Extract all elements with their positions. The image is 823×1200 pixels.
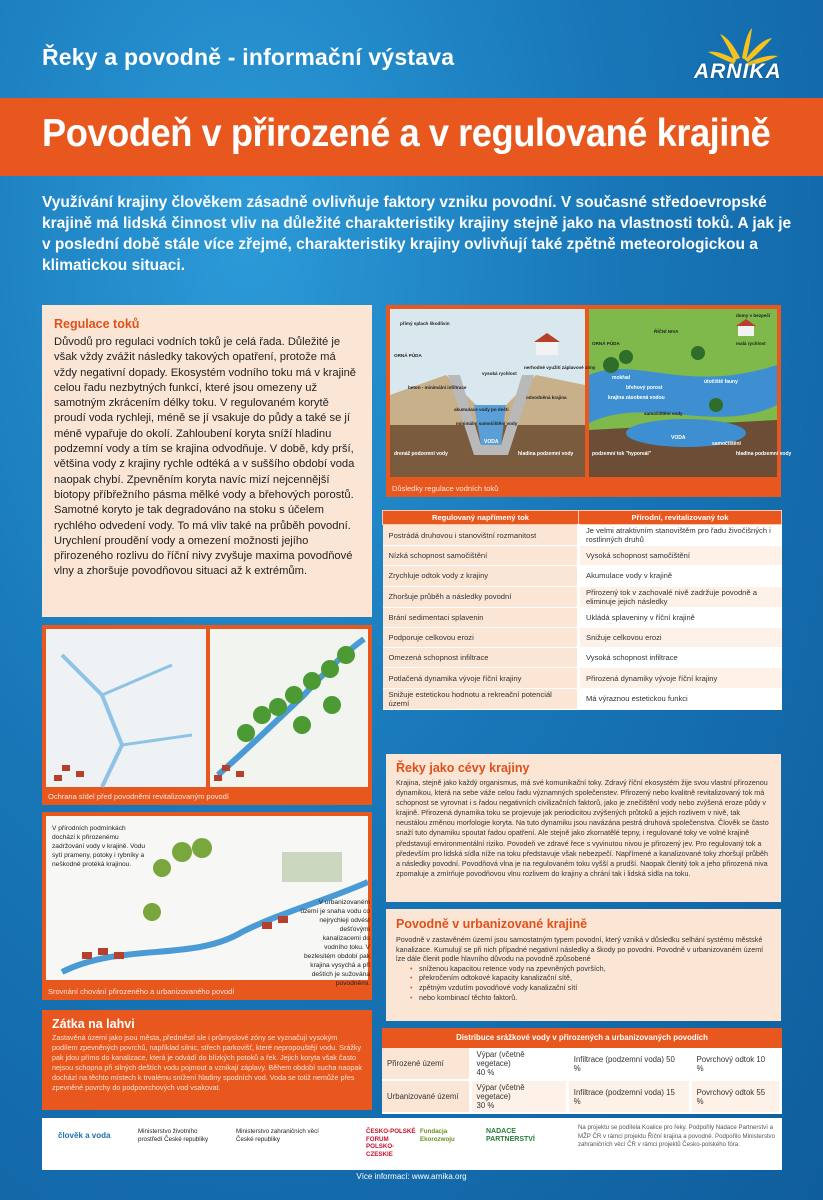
urban-floods-cause-list: [410, 964, 771, 1002]
fig1-label-mala-rychlost: malá rychlost: [736, 341, 766, 346]
fig1-label-voda-left: VODA: [484, 439, 499, 445]
logo-fundacja: Fundacja Ekorozwoju: [420, 1128, 455, 1143]
table-row: [383, 586, 782, 607]
logo-clovek-a-voda: člověk a voda: [58, 1131, 111, 1140]
evaporation-cell: [470, 1048, 567, 1080]
fig1-label-samocisteni: samočištění vody: [644, 411, 683, 416]
cell-regulated: Brání sedimentaci splavenin: [383, 607, 579, 627]
arnika-logo-text: ARNIKA: [694, 60, 782, 83]
cell-natural: Přirozený tok v zachovalé nivě zadržuje povodně a eliminuje jejich následky: [579, 586, 782, 607]
cell-regulated: Postrádá druhovou i stanovištní rozmanitost: [383, 525, 579, 546]
infiltration-cell: Infiltrace (podzemní voda) 50 %: [567, 1048, 690, 1080]
cell-regulated: Potlačená dynamika vývoje říční krajiny: [383, 668, 579, 688]
cell-natural: Akumulace vody v krajině: [579, 566, 782, 586]
table-row: [383, 627, 782, 647]
fig1-label-splach: přímý splach škodlivin: [400, 321, 450, 326]
cell-regulated: Omezená schopnost infiltrace: [383, 648, 579, 668]
figure-catchment-comparison: [42, 812, 372, 1000]
cell-natural: Snižuje celkovou erozi: [579, 627, 782, 647]
comparison-table-header: [383, 511, 782, 525]
figure-catchment-text-natural: V přírodních podmínkách dochází k přirozenému zadržování vody v krajině. Vodu sytí prameny, potoky i rybníky a neškodně protéká krajinou.: [52, 825, 146, 868]
fig1-label-hyporeal: podzemní tok "hyporeál": [592, 451, 652, 457]
table-row: [383, 648, 782, 668]
cell-regulated: Nízká schopnost samočištění: [383, 546, 579, 566]
table-row: [383, 546, 782, 566]
fig1-label-odvodnena: odvodněná krajina: [526, 395, 567, 400]
cell-regulated: Zhoršuje průběh a následky povodní: [383, 586, 579, 607]
fig1-label-drenaz: drenáž podzemní vody: [394, 451, 448, 457]
figure-settlement-protection: [42, 625, 372, 805]
regulation-illustration: [386, 305, 792, 497]
section-reky-cevy-title: Řeky jako cévy krajiny: [396, 761, 530, 775]
cell-natural: Je velmi atraktivním stanovištěm pro řadu živočišných i rostlinných druhů: [579, 525, 782, 546]
figure-settlement-caption: Ochrana sídel před povodněmi revitalizovaným povodí: [48, 792, 229, 801]
figure-regulation-consequences: [386, 305, 792, 497]
fig1-label-domy: domy v bezpečí: [736, 313, 771, 318]
evaporation-value: 40 %: [476, 1068, 495, 1077]
section-regulace-text: Důvodů pro regulaci vodních toků je celá řada. Důležité je však vždy zvážit následky takových opatření, protože má vždy negativní dopady. Ekosystém vodního toku má v krajině celou řadu nezbytných funkcí, které jsou omezeny už samotným zkrácením délky toku. V regulovaném korytě proudí voda rychleji, méně se jí vsakuje do půdy a také se jí méně vypařuje do okolí. Zahloubení koryta sníží hladinu podzemní vody a tím se krajina odvodňuje. V době, kdy prší, většina vody z krajiny rychle odtéká a v suššího období voda naopak chybí. Zpevněním koryta navíc mizí nejcennější biotopy příbřežního pásma mělké vody a břehových porostů. Samotné koryto je tak degradováno na stoku s účelem rychlého odvedení vody. To má vliv také na průběh povodní. Urychlení proudění vody a omezení možnosti jejího přirozeného rozlivu do říční nivy zvyšuje maxima povodňové vlny a zhoršuje povodňovou situaci až k extrémům.: [54, 336, 357, 578]
fig1-label-samocisteni-min: minimální samočištění vody: [456, 421, 518, 426]
fig1-label-orna-puda: ORNÁ PŮDA: [394, 353, 422, 358]
section-reky-cevy: [386, 754, 781, 902]
fig1-label-beton: beton - minimální infiltrace: [408, 385, 467, 390]
section-regulace: [42, 305, 372, 617]
fig1-label-zaplavova-zona: nerhodné využití záplavové zóny: [524, 365, 596, 370]
section-reky-cevy-text: Krajina, stejně jako každý organismus, má své komunikační toky. Zdravý říční ekosystém žije svou vlastní přirozenou dynamikou, která na sebe váže celou řadu významných společenstev. Přirozený nebo kvalitně revitalizovaný tok má schopnost se vyrovnat i s řadou negativních civilizačních faktorů, jako je znečištění vody nebo zvýšená eroze půdy v krajině. Přirozená dynamika toku se projevuje jak periodicitou zvýšených průtoků a jejich rozlivem v nivě, tak neustálou změnou morfologie koryta. Na tuto dynamiku jsou navázána pestrá druhová společenstva. Člověk se často snaží tuto dynamiku spoutat řadou opatření. Ale stejně jako zkornatělé tepny, i regulované toky ve volné krajině představují environmentální riziko. Povodeň ve zdravé řece s vyvinutou nivou je přirozený jev. Pro regulovaný tok a především pro lidská sídla níže na toku představuje však nebezpečí. Napřímené a kanalizované toky zhoršují průběh a následky povodní. Povodňová vlna je na regulovaném toku vyšší a prudší. Naopak členitý tok a jeho přirozená niva zpomaluje a zmírňuje povodňovou vlnu rozlivem do krajiny a chrání tak i lidská sídla na toku.: [396, 778, 769, 878]
cell-natural: Přirozená dynamiky vývoje říční krajiny: [579, 668, 782, 688]
table-row: [383, 566, 782, 586]
fig1-label-utociste: útočiště fauny: [704, 379, 738, 385]
area-type: Urbanizované území: [382, 1080, 470, 1113]
section-urban-floods-title: Povodně v urbanizované krajině: [396, 917, 588, 931]
title-banner: [0, 98, 823, 176]
evaporation-value: 30 %: [476, 1101, 495, 1110]
cell-natural: Vysoká schopnost infiltrace: [579, 648, 782, 668]
cell-regulated: Snižuje estetickou hodnotu a rekreační potenciál území: [383, 688, 579, 709]
fig1-label-hladina-left: hladina podzemní vody: [518, 451, 574, 457]
list-item: • nebo kombinací těchto faktorů.: [410, 993, 771, 1003]
fig1-label-hladina-right: hladina podzemní vody: [736, 451, 792, 457]
logo-cesko-polske-forum: ČESKO-POLSKÉ FORUM POLSKO-CZESKIE: [366, 1128, 416, 1158]
header-natural: Přírodní, revitalizovaný tok: [579, 511, 782, 525]
figure-catchment-caption: Srovnání chování přirozeného a urbanizovaného povodí: [48, 987, 235, 996]
table-row: [382, 1048, 781, 1080]
fig1-label-krajina-zasobena: krajina zásobená vodou: [608, 395, 665, 401]
poster-title: Povodeň v přirozené a v regulované krajině: [42, 112, 771, 155]
section-zatka-title: Zátka na lahvi: [52, 1017, 135, 1031]
cell-natural: Má výraznou estetickou funkci: [579, 688, 782, 709]
distribution-table: [382, 1028, 782, 1114]
header-regulated: Regulovaný napřímený tok: [383, 511, 579, 525]
list-item: • zpětným vzdutím povodňové vody kanalizační sítí: [410, 983, 771, 993]
intro-paragraph: Využívání krajiny člověkem zásadně ovlivňuje faktory vzniku povodní. V současné středoevropské krajině má lidská činnost vliv na důležité charakteristiky krajiny stejně jako na vlastnosti toků. A jak je v poslední době stále více zřejmé, charakteristiky krajiny ovlivňují také zpětně meteorologickou a klimatickou situaci.: [42, 194, 792, 274]
table-row: [382, 1080, 781, 1113]
comparison-table: [382, 510, 782, 710]
section-regulace-title: Regulace toků: [54, 317, 140, 331]
runoff-cell: Povrchový odtok 55 %: [690, 1080, 780, 1113]
infiltration-cell: Infiltrace (podzemní voda) 15 %: [567, 1080, 690, 1113]
runoff-cell: Povrchový odtok 10 %: [690, 1048, 780, 1080]
evaporation-cell: [470, 1080, 567, 1113]
settlement-protection-illustration: [42, 625, 372, 805]
distribution-table-title: Distribuce srážkové vody v přirozených a urbanizovaných povodích: [382, 1028, 782, 1048]
table-row: [383, 688, 782, 709]
cell-natural: Vysoká schopnost samočištění: [579, 546, 782, 566]
fig1-label-samocisteni-2: samočištění: [712, 441, 741, 447]
fig1-label-orna-puda-right: ORNÁ PŮDA: [592, 341, 620, 346]
section-urban-floods: [386, 909, 781, 1021]
fig1-label-akumulace: akumulace vody po dešti: [454, 407, 509, 412]
cell-regulated: Zrychluje odtok vody z krajiny: [383, 566, 579, 586]
fig1-label-rychlost: vysoká rychlost: [482, 371, 517, 376]
fig1-label-brehovy: břehový porost: [626, 385, 663, 391]
section-zatka-text: Zastavěná území jako jsou města, předměstí sle i průmyslové zóny se vyznačují vysokým podílem zpevněných povrchů, například silnic, střech parkovišť, které nepropouštějí vodu. Srážky pak jdou přímo do kanalizace, která je odvádí do blízkých potoků a řek. Jejich koryta však často nejsou schopna při silných deštích vodu pojmout a vznikají záplavy. Během období sucha naopak dochází na těchto místech k trvalému snížení hladiny spodních vod. Voda se totiž nemůže přes zpevněné povrchy do podpovrchových vod vsakovat.: [52, 1033, 362, 1092]
evaporation-label: Výpar (včetně vegetace): [476, 1050, 525, 1068]
section-urban-floods-text: Povodně v zastavěném území jsou samostatným typem povodní, který vzniká v důsledku selhání systému městské kanalizace. Kumulují se při nich případné negativní následky a škody po povodni. Povodně v urbanizovaném území lze dále členit podle hlavního důvodu na povodně způsobené: [396, 935, 764, 964]
list-item: • sníženou kapacitou retence vody na zpevněných površích,: [410, 964, 771, 974]
figure-catchment-text-urban: V urbanizovaném území je snaha vodu co nejrychleji odvést dešťovými kanalizacemi do vodního toku. V bezlesitém období pak krajina vysychá a při deštích je sužována povodněmi.: [300, 899, 370, 987]
logo-mzv: Ministerstvo zahraničních věcí České republiky: [236, 1128, 319, 1143]
fig1-label-voda-right: VODA: [671, 435, 686, 441]
table-row: [383, 607, 782, 627]
table-row: [383, 668, 782, 688]
evaporation-label: Výpar (včetně vegetace): [476, 1083, 525, 1101]
table-row: [383, 525, 782, 546]
figure-regulation-caption: Důsledky regulace vodních toků: [392, 484, 499, 493]
logo-nadace-partnerstvi: NADACE PARTNERSTVÍ: [486, 1128, 535, 1143]
list-item: • překročením odtokové kapacity kanalizační sítě,: [410, 973, 771, 983]
fig1-label-mokrad: mokřad: [612, 375, 631, 381]
footer-support-note: Na projektu se podílela Koalice pro řeky. Podpořily Nadace Partnerství a MŽP ČR v rámci projektu Říční krajina a povodně. Podpořilo Ministerstvo zahraničních věcí ČR v rámci projektů Česko-polského fóra.: [578, 1124, 775, 1149]
section-zatka: [42, 1010, 372, 1110]
fig1-label-ricni-niva: ŘÍČNÍ NIVA: [654, 329, 679, 334]
logo-mzp: Ministerstvo životního prostředí České republiky: [138, 1128, 209, 1143]
cell-regulated: Podporuje celkovou erozi: [383, 627, 579, 647]
area-type: Přirozené území: [382, 1048, 470, 1080]
exhibition-series-title: Řeky a povodně - informační výstava: [42, 44, 455, 70]
more-info-link[interactable]: Více informací: www.arnika.org: [356, 1172, 467, 1181]
cell-natural: Ukládá splaveniny v říční krajině: [579, 607, 782, 627]
